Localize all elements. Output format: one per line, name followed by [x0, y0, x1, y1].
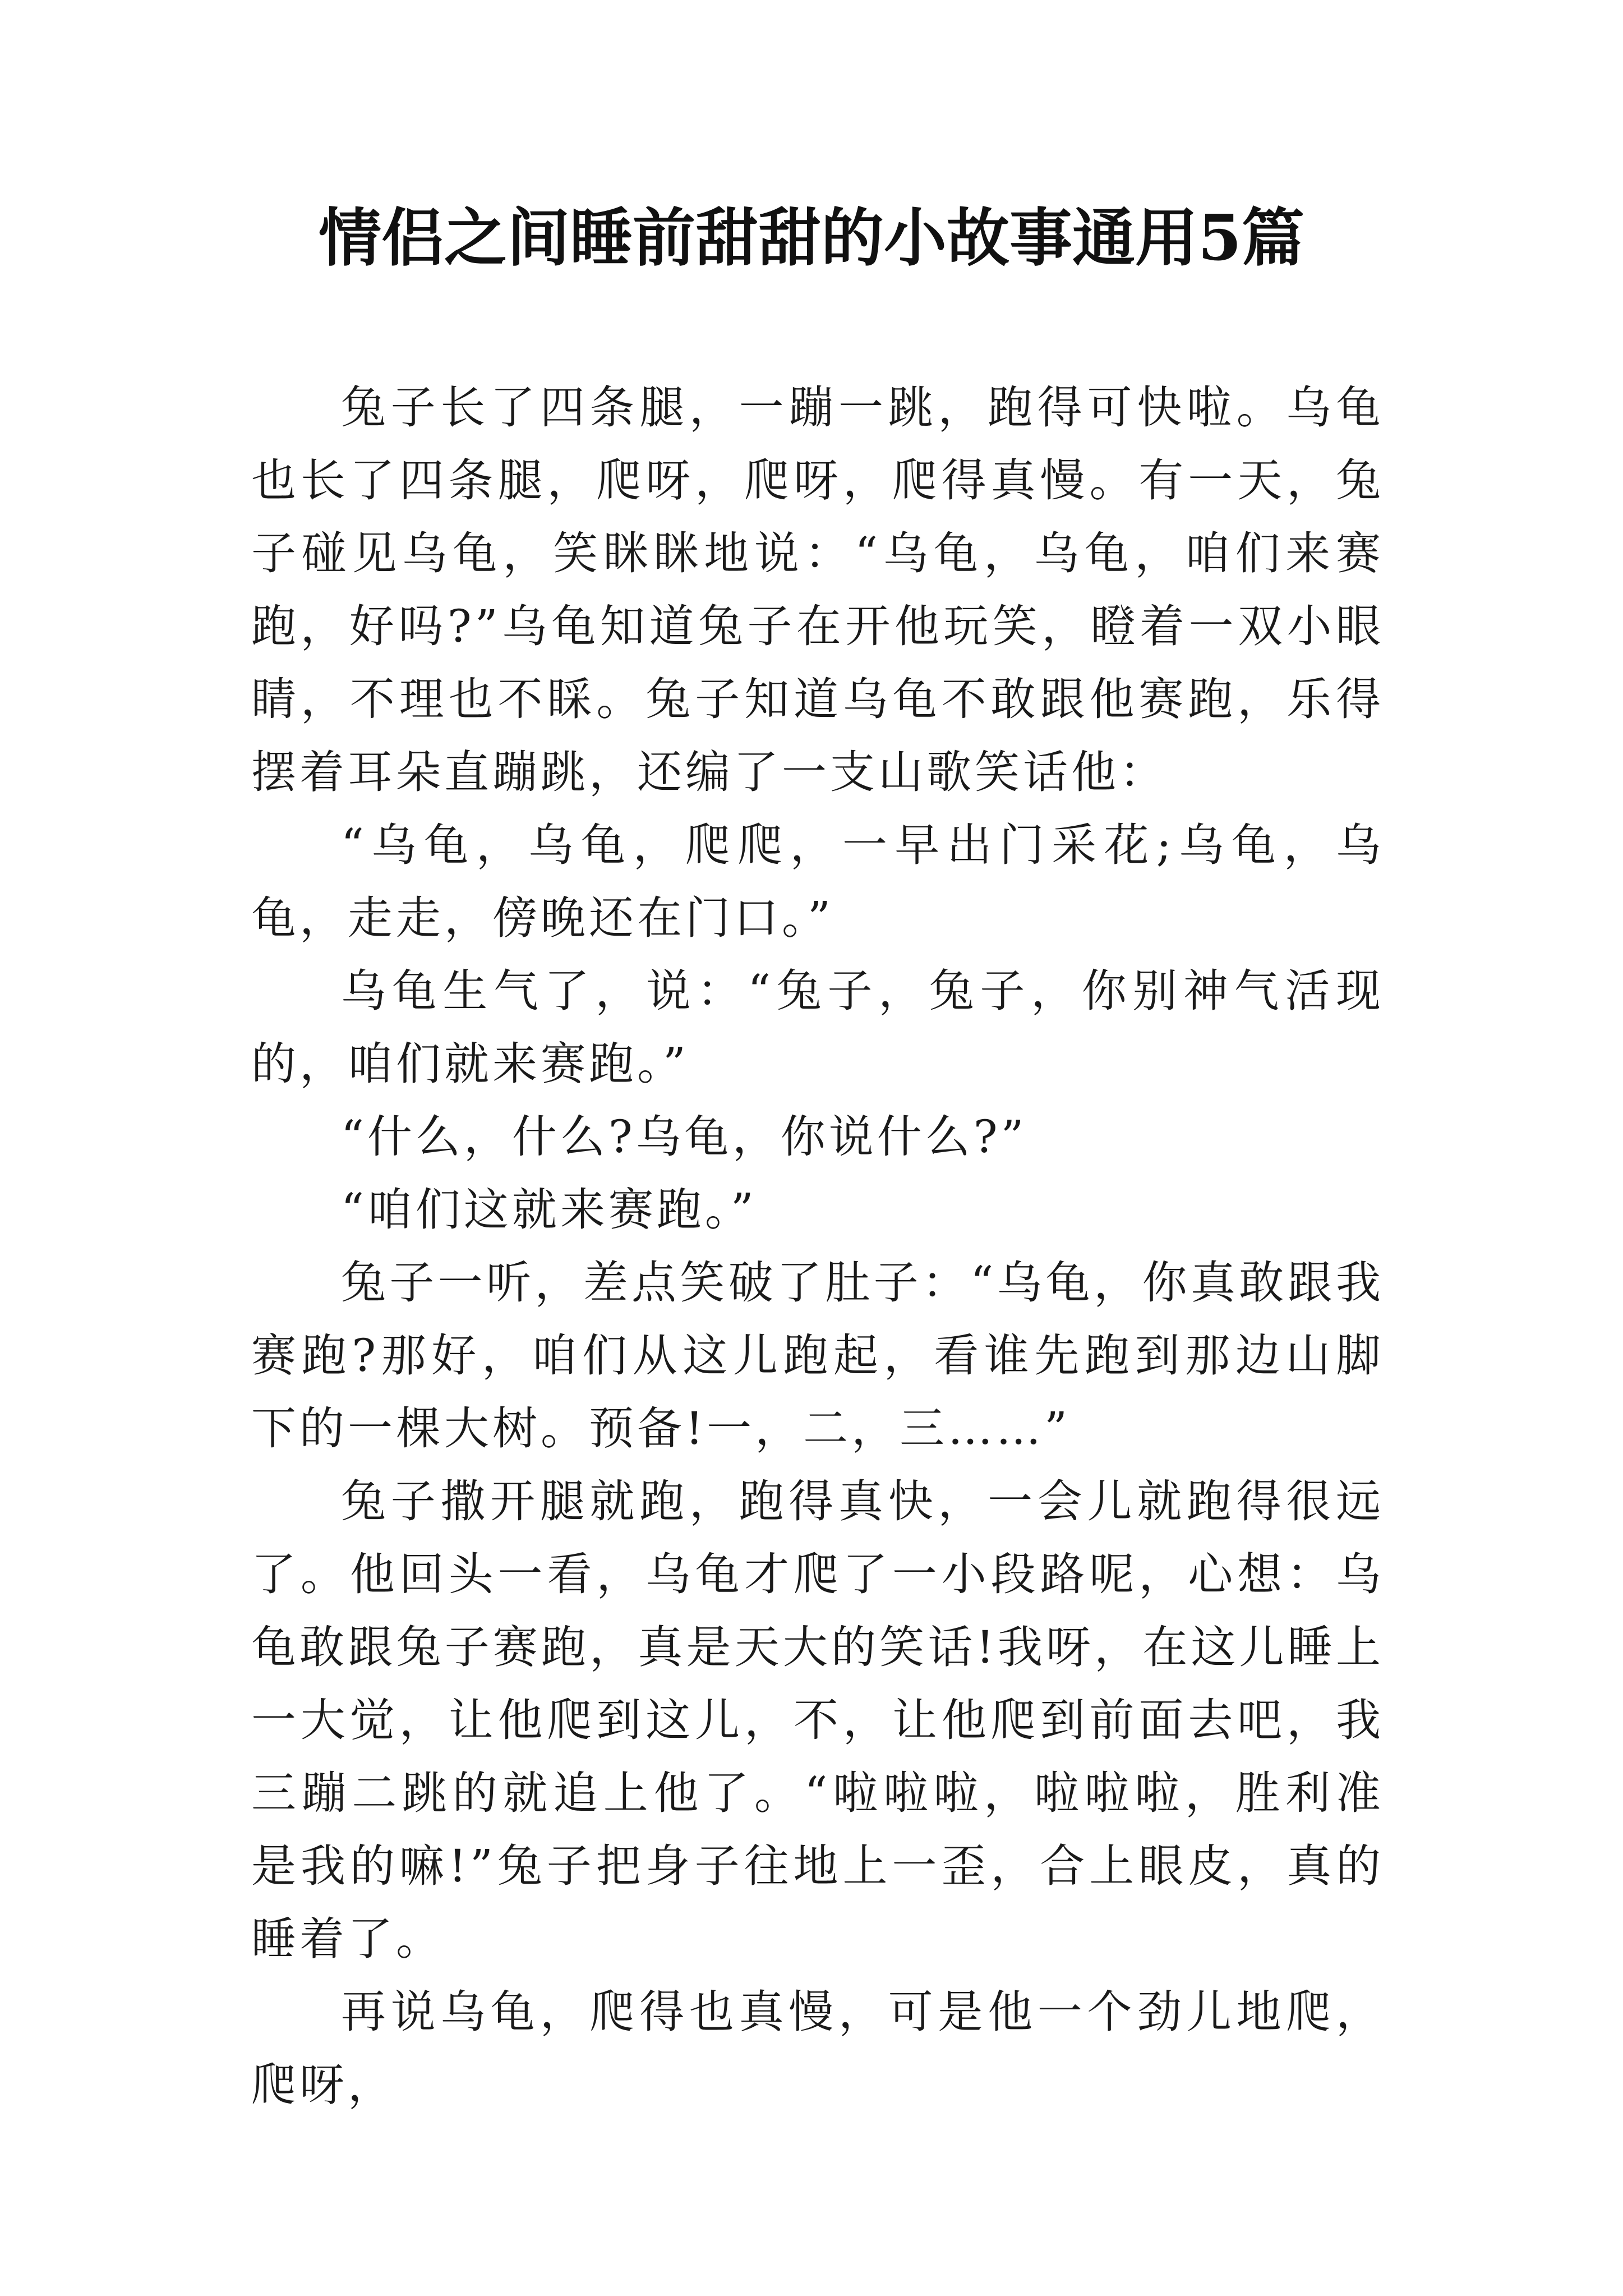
document-body: [251, 371, 1384, 2122]
paragraph: “乌龟，乌龟，爬爬，一早出门采花;乌龟，乌龟，走走，傍晚还在门口。”: [251, 819, 1384, 944]
paragraph: 乌龟生气了，说：“兔子，兔子，你别神气活现的，咱们就来赛跑。”: [251, 965, 1384, 1090]
document-title: 情侣之间睡前甜甜的小故事通用5篇: [319, 201, 1304, 275]
paragraph: “咱们这就来赛跑。”: [341, 1184, 757, 1236]
paragraph: 再说乌龟，爬得也真慢，可是他一个劲儿地爬，爬呀，: [251, 1986, 1384, 2111]
paragraph: 兔子长了四条腿，一蹦一跳，跑得可快啦。乌龟也长了四条腿，爬呀，爬呀，爬得真慢。有一天，兔子碰见乌龟，笑眯眯地说：“乌龟，乌龟，咱们来赛跑，好吗?”乌龟知道兔子在开他玩笑，瞪着一双小眼睛，不理也不睬。兔子知道乌龟不敢跟他赛跑，乐得摆着耳朵直蹦跳，还编了一支山歌笑话他：: [251, 381, 1384, 798]
paragraph: 兔子撒开腿就跑，跑得真快，一会儿就跑得很远了。他回头一看，乌龟才爬了一小段路呢，心想：乌龟敢跟兔子赛跑，真是天大的笑话!我呀，在这儿睡上一大觉，让他爬到这儿，不，让他爬到前面去吧，我三蹦二跳的就追上他了。“啦啦啦，啦啦啦，胜利准是我的嘛!”兔子把身子往地上一歪，合上眼皮，真的睡着了。: [251, 1475, 1384, 1965]
paragraph: 兔子一听，差点笑破了肚子：“乌龟，你真敢跟我赛跑?那好，咱们从这儿跑起，看谁先跑到那边山脚下的一棵大树。预备!一，二，三……”: [251, 1257, 1384, 1455]
paragraph: “什么，什么?乌龟，你说什么?”: [341, 1111, 1027, 1163]
